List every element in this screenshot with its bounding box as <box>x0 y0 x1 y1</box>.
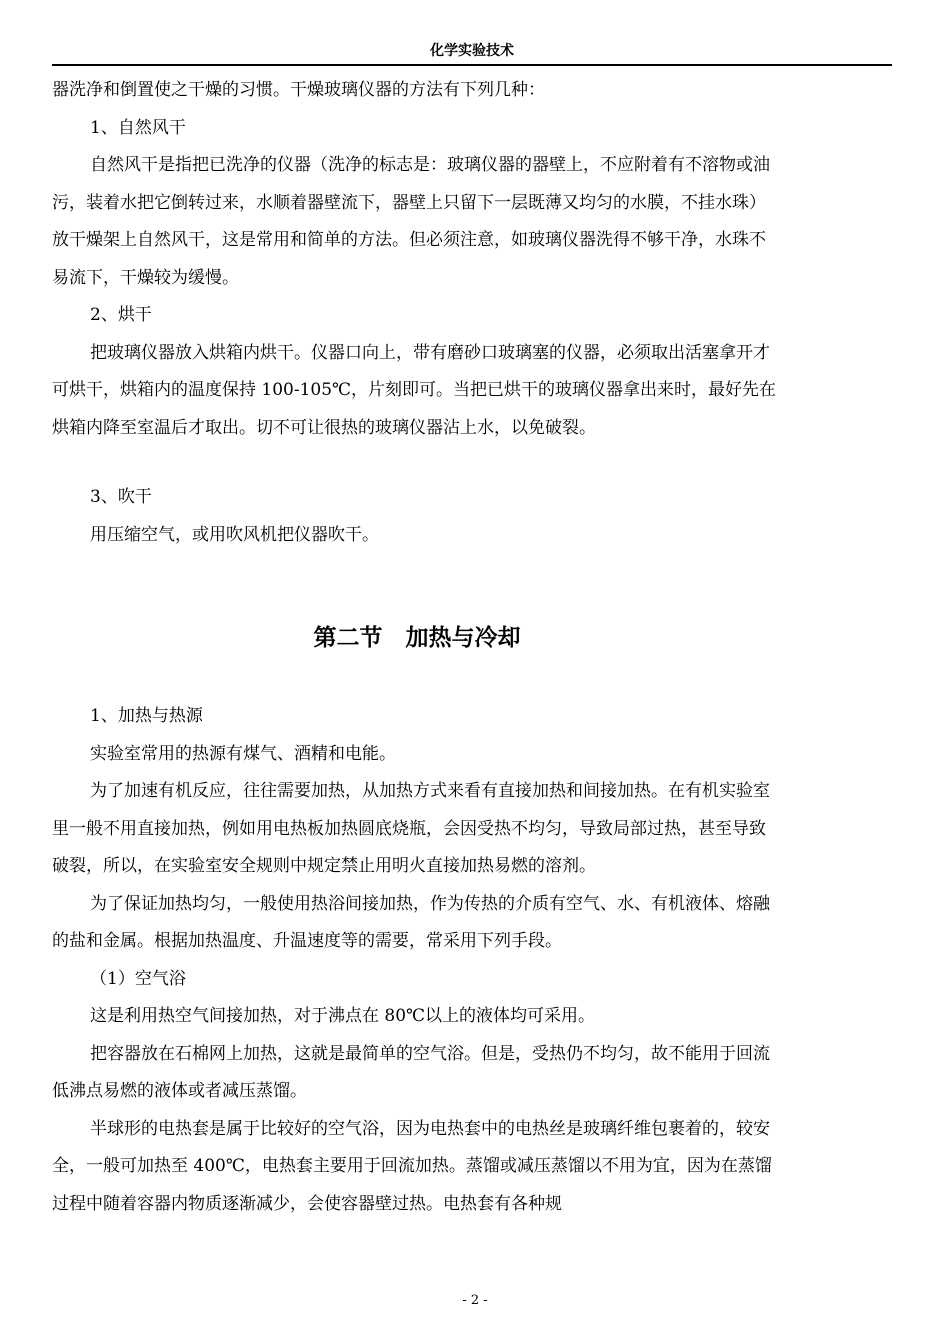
paragraph: 把玻璃仪器放入烘箱内烘干。仪器口向上，带有磨砂口玻璃塞的仪器，必须取出活塞拿开才可烘干，烘箱内的温度保持 100-105℃，片刻即可。当把已烘干的玻璃仪器拿出来时，最好先在烘箱内降至室温后才取出。切不可让很热的玻璃仪器沾上水，以免破裂。 <box>52 342 777 438</box>
spacer <box>52 554 782 604</box>
page-body <box>52 72 782 1223</box>
paragraph: 把容器放在石棉网上加热，这就是最简单的空气浴。但是，受热仍不均匀，故不能用于回流低沸点易燃的液体或者减压蒸馏。 <box>52 1043 770 1101</box>
paragraph: 自然风干是指把已洗净的仪器（洗净的标志是：玻璃仪器的器壁上，不应附着有不溶物或油污，装着水把它倒转过来，水顺着器壁流下，器壁上只留下一层既薄又均匀的水膜，不挂水珠）放干燥架上自然风干，这是常用和简单的方法。但必须注意，如玻璃仪器洗得不够干净，水珠不易流下，干燥较为缓慢。 <box>52 155 770 288</box>
running-header: 化学实验技术 <box>430 43 514 59</box>
paragraph: 半球形的电热套是属于比较好的空气浴，因为电热套中的电热丝是玻璃纤维包裹着的，较安全，一般可加热至 400℃，电热套主要用于回流加热。蒸馏或减压蒸馏以不用为宜，因为在蒸馏过程中随着容器内物质逐渐减少，会使容器壁过热。电热套有各种规 <box>52 1118 772 1214</box>
subheading-heat-source: 1、加热与热源 <box>90 706 203 726</box>
paragraph: 实验室常用的热源有煤气、酒精和电能。 <box>90 743 396 764</box>
section-title: 第二节 加热与冷却 <box>313 625 521 651</box>
subheading-air-bath: （1）空气浴 <box>90 968 186 989</box>
paragraph: 用压缩空气，或用吹风机把仪器吹干。 <box>90 524 379 545</box>
subheading-oven-drying: 2、烘干 <box>90 305 152 325</box>
paragraph: 为了加速有机反应，往往需要加热，从加热方式来看有直接加热和间接加热。在有机实验室里一般不用直接加热，例如用电热板加热圆底烧瓶，会因受热不均匀，导致局部过热，甚至导致破裂，所以，在实验室安全规则中规定禁止用明火直接加热易燃的溶剂。 <box>52 781 770 876</box>
spacer <box>52 447 782 479</box>
paragraph: 器洗净和倒置使之干燥的习惯。干燥玻璃仪器的方法有下列几种： <box>52 80 545 100</box>
paragraph: 这是利用热空气间接加热，对于沸点在 80℃以上的液体均可采用。 <box>90 1006 596 1026</box>
subheading-blow-drying: 3、吹干 <box>90 487 152 507</box>
page-number: - 2 - <box>462 1293 488 1308</box>
subheading-natural-drying: 1、自然风干 <box>90 117 186 138</box>
header-rule <box>52 64 892 66</box>
spacer <box>52 672 782 698</box>
paragraph: 为了保证加热均匀，一般使用热浴间接加热，作为传热的介质有空气、水、有机液体、熔融的盐和金属。根据加热温度、升温速度等的需要，常采用下列手段。 <box>52 893 770 951</box>
